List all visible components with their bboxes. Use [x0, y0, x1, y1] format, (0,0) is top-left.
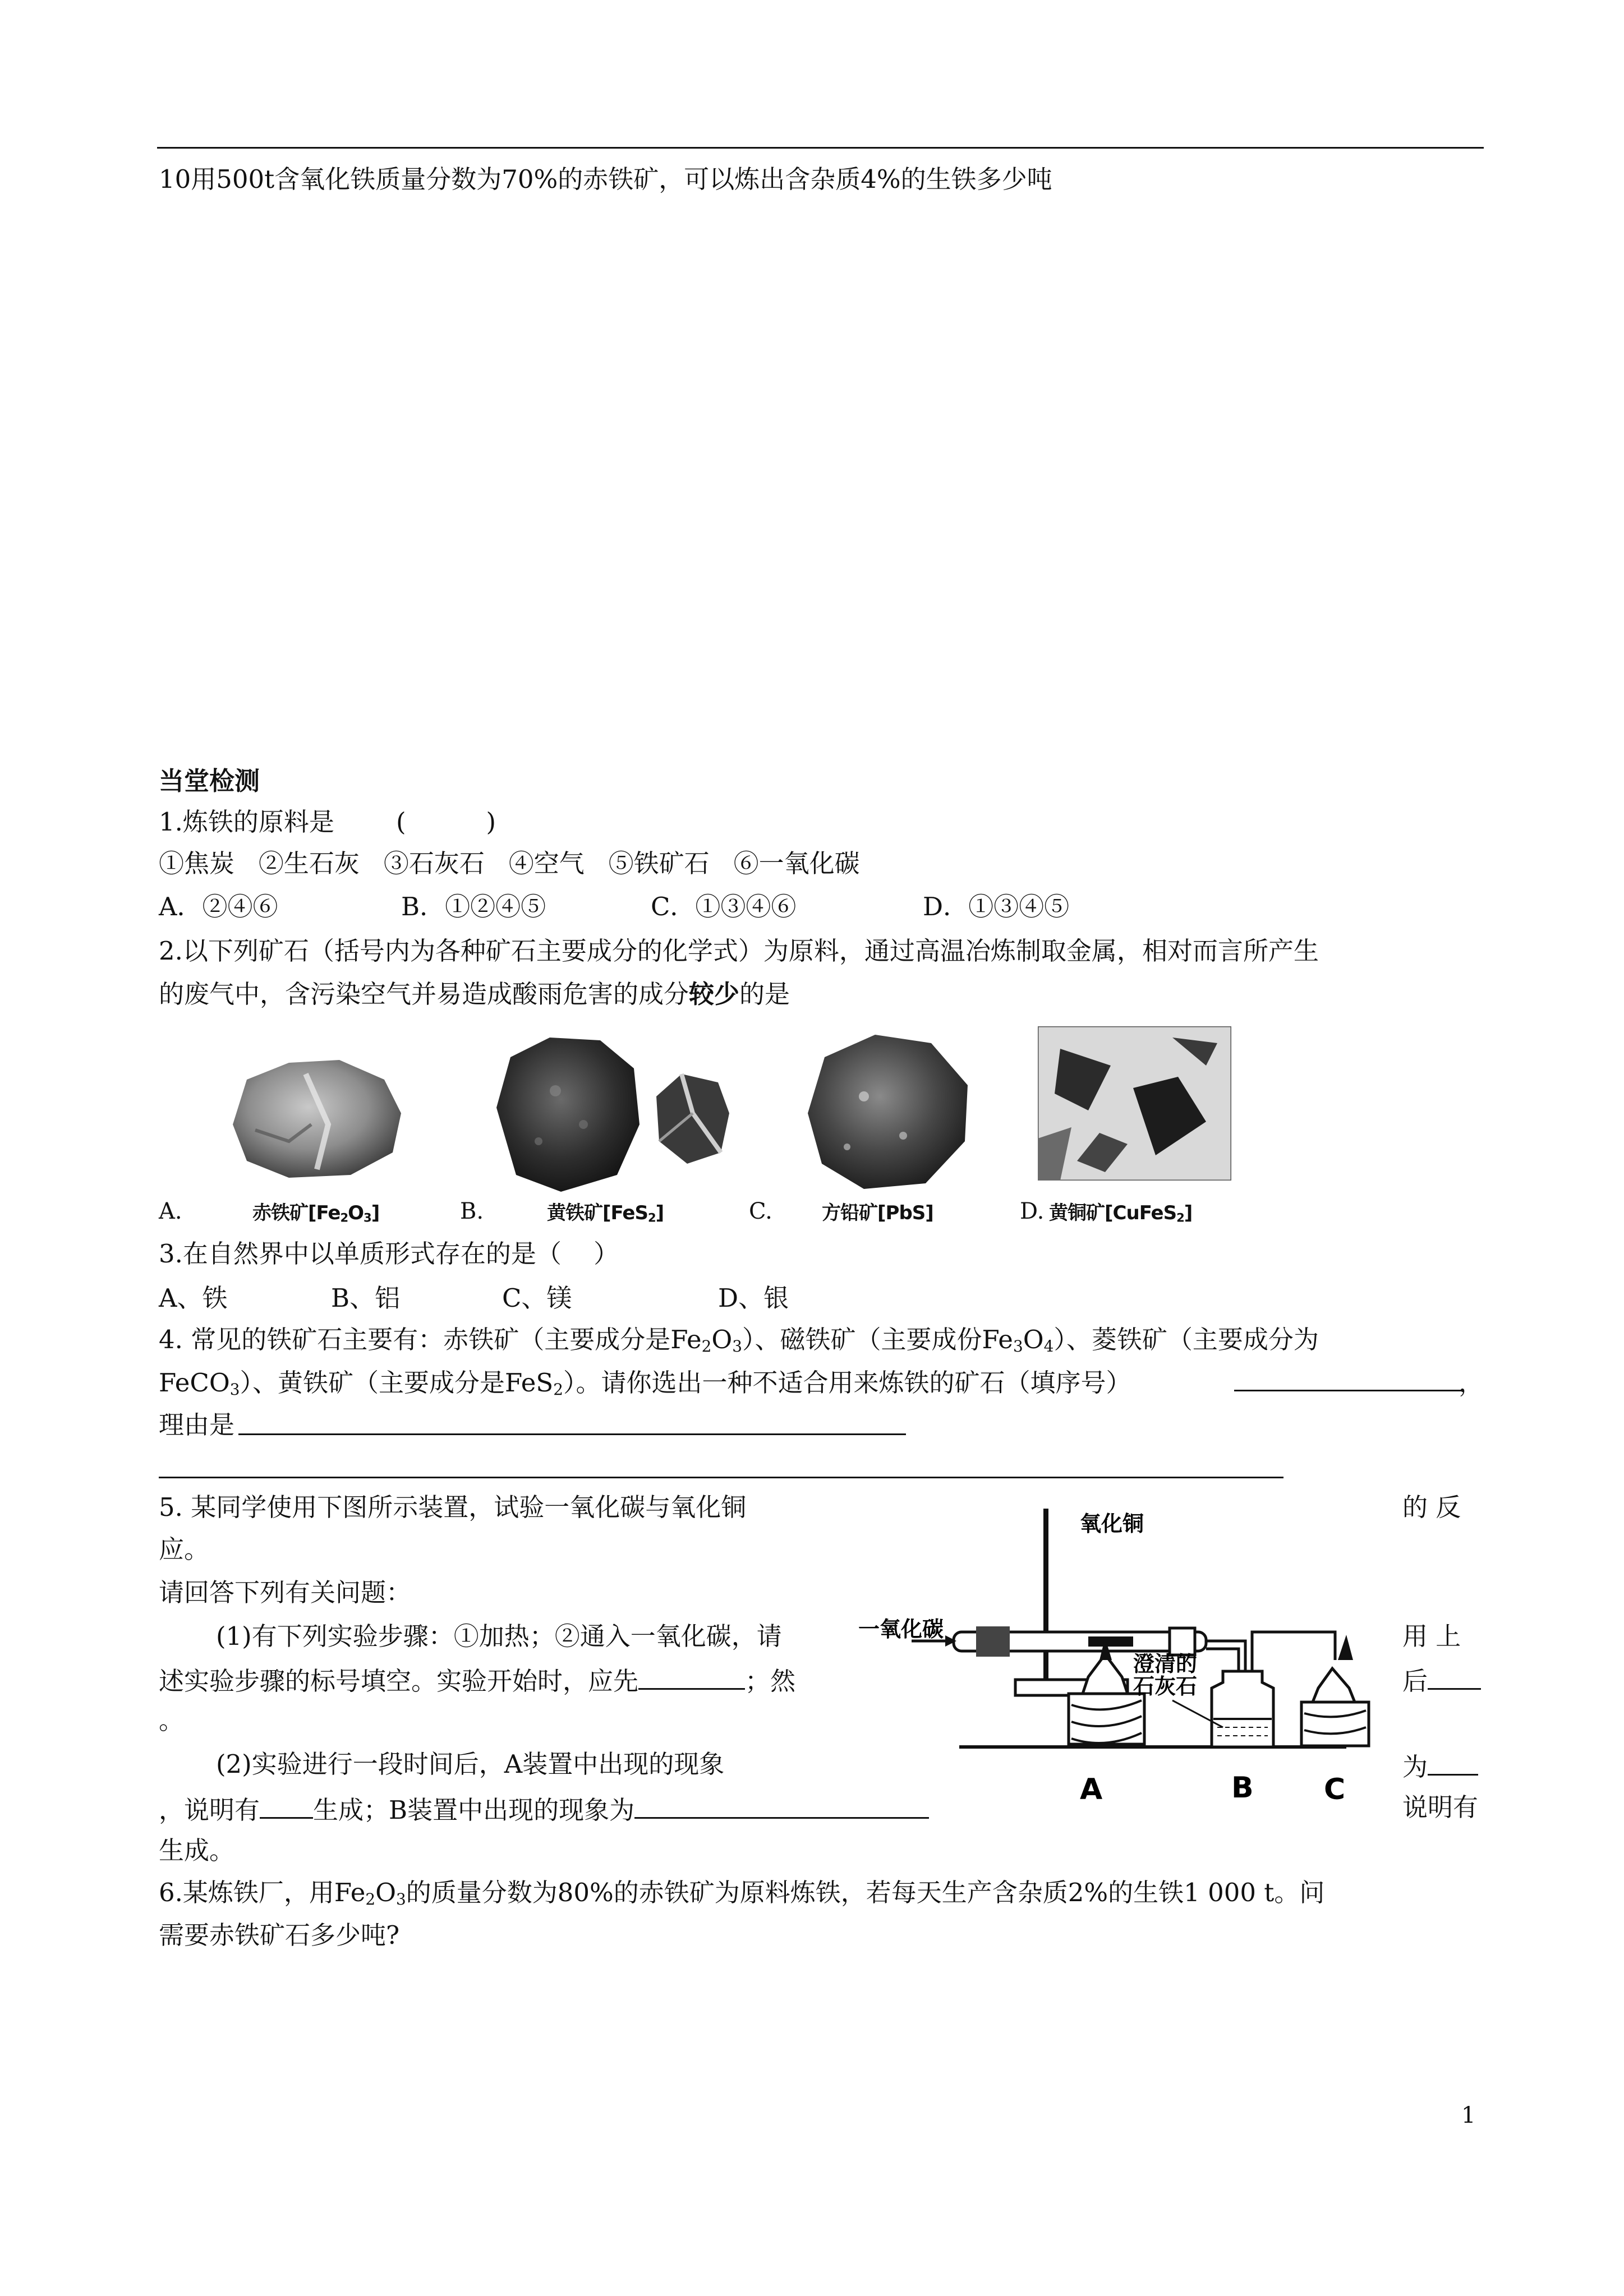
option-d-letter: D.	[1020, 1198, 1045, 1224]
q4-text-1: 4. 常见的铁矿石主要有：赤铁矿（主要成分是Fe	[159, 1325, 702, 1354]
question-2-line-1: 2.以下列矿石（括号内为各种矿石主要成分的化学式）为原料，通过高温冶炼制取金属，相对而言所产生	[159, 936, 1319, 966]
option-b-caption	[547, 1197, 664, 1225]
q4-text-7: ）、黄铁矿（主要成分是FeS	[240, 1368, 554, 1398]
q5-is-text: 为	[1402, 1752, 1428, 1782]
q4-sub-3: 3	[1013, 1337, 1023, 1356]
q4-text-8: ）。请你选出一种不适合用来炼铁的矿石（填序号）	[563, 1368, 1131, 1398]
q4-text-5: ）、菱铁矿（主要成分为	[1053, 1325, 1319, 1354]
section-title: 当堂检测	[159, 766, 260, 796]
question-1-stem	[159, 809, 496, 835]
q4-answer-blank-3[interactable]	[159, 1477, 1283, 1478]
pyrite-bracket: ]	[655, 1202, 664, 1224]
question-5-part-1-right: 用 上	[1402, 1621, 1461, 1651]
pyrite-image	[488, 1029, 735, 1197]
q4-text-2: O	[711, 1325, 733, 1354]
q4-sub-1: 2	[701, 1337, 712, 1356]
question-1-option-d: D．①③④⑤	[923, 892, 1070, 921]
q4-text-6: FeCO	[159, 1368, 230, 1398]
chalcopyrite-label: 黄铜矿[CuFeS	[1049, 1202, 1177, 1224]
q5-step-text: 述实验步骤的标号填空。实验开始时，应先	[159, 1666, 639, 1696]
question-5-line-2: 应。	[159, 1534, 210, 1564]
option-c-caption: 方铅矿[PbS]	[822, 1202, 933, 1224]
option-a-caption	[252, 1197, 379, 1225]
q5-answer-blank-product-a[interactable]	[260, 1795, 313, 1819]
q5-b-phenomenon-text: 生成；B装置中出现的现象为	[313, 1795, 635, 1825]
q4-sub-4: 4	[1043, 1337, 1054, 1356]
question-5-line-8	[159, 1795, 929, 1823]
q5-answer-blank-after[interactable]	[1428, 1666, 1481, 1690]
question-2-text-b: 的是	[739, 979, 790, 1009]
hematite-bracket: ]	[371, 1202, 380, 1224]
q6-sub-2: 3	[395, 1890, 406, 1909]
q5-answer-blank-phenomenon-a[interactable]	[1428, 1751, 1478, 1776]
question-5-line-6: 。	[159, 1705, 185, 1735]
question-6-line-1	[159, 1878, 1325, 1909]
question-5-line-1: 5. 某同学使用下图所示装置，试验一氧化碳与氧化铜	[159, 1492, 747, 1522]
q5-answer-blank-first[interactable]	[638, 1666, 745, 1690]
question-5-line-1-right: 的 反	[1402, 1492, 1461, 1522]
option-d-caption	[1049, 1197, 1192, 1225]
page-number: 1	[1461, 2103, 1476, 2128]
hematite-sub-1: 2	[340, 1210, 348, 1225]
question-5-part-2: (2)实验进行一段时间后，A装置中出现的现象	[216, 1749, 725, 1779]
burner-c	[1313, 1668, 1355, 1702]
question-3-option-b: B、铝	[331, 1283, 401, 1313]
label-b: B	[1231, 1771, 1254, 1805]
tube-stopper-right	[1170, 1628, 1195, 1655]
q5-shows-text: ，说明有	[159, 1795, 260, 1825]
apparatus-diagram	[858, 1492, 1380, 1806]
question-4-line-1	[159, 1325, 1319, 1356]
question-5-line-9: 生成。	[159, 1836, 235, 1865]
question-5-line-3: 请回答下列有关问题：	[159, 1578, 412, 1607]
option-c-letter: C.	[749, 1198, 772, 1224]
galena-image	[802, 1029, 973, 1192]
question-5-line-5-right	[1402, 1666, 1481, 1694]
q4-text-4: O	[1023, 1325, 1044, 1354]
chalcopyrite-image	[1038, 1026, 1231, 1181]
question-5-line-5	[159, 1666, 795, 1694]
question-2-text-a: 的废气中，含污染空气并易造成酸雨危害的成分	[159, 979, 689, 1009]
hematite-sub-2: 3	[364, 1210, 371, 1225]
option-b-letter: B.	[460, 1198, 484, 1224]
q4-comma: ，	[1459, 1368, 1484, 1398]
q4-sub-5: 3	[229, 1380, 240, 1399]
chalcopyrite-sub: 2	[1176, 1210, 1184, 1225]
q4-sub-6: 2	[553, 1380, 563, 1399]
pyrite-sub: 2	[647, 1210, 656, 1225]
lime-label-1: 澄清的	[1133, 1652, 1198, 1676]
q6-text-3: 的质量分数为80%的赤铁矿为原料炼铁，若每天生产含杂质2%的生铁1 000 t。问	[406, 1878, 1325, 1907]
chalcopyrite-bracket: ]	[1184, 1202, 1193, 1224]
co-label: 一氧化碳	[858, 1617, 944, 1642]
question-3-option-a: A、铁	[159, 1283, 228, 1313]
question-1-option-c: C．①③④⑥	[651, 892, 797, 921]
q4-answer-blank-2[interactable]	[238, 1433, 906, 1435]
block-c	[1301, 1702, 1369, 1746]
hematite-formula-o: O	[348, 1202, 364, 1224]
answer-paren: ( )	[395, 807, 496, 837]
question-3-stem: 3.在自然界中以单质形式存在的是（ ）	[159, 1239, 619, 1269]
question-2-line-2	[159, 981, 790, 1007]
q6-text-1: 6.某炼铁厂，用Fe	[159, 1878, 366, 1907]
question-3-option-c: C、镁	[502, 1283, 572, 1313]
question-4-line-3: 理由是	[159, 1410, 235, 1440]
q4-text-3: ）、磁铁矿（主要成份Fe	[742, 1325, 1013, 1354]
question-1-option-b: B．①②④⑤	[401, 892, 546, 921]
tube-stopper-left	[976, 1626, 1010, 1657]
question-5-part-1: (1)有下列实验步骤：①加热；②通入一氧化碳，请	[216, 1621, 782, 1651]
lime-label-2: 石灰石	[1133, 1674, 1198, 1699]
hematite-label: 赤铁矿[Fe	[252, 1202, 341, 1224]
question-1-option-a: A．②④⑥	[159, 892, 278, 921]
question-5-line-8-right: 说明有	[1402, 1792, 1479, 1822]
q4-answer-blank-1[interactable]	[1234, 1390, 1461, 1391]
question-3-option-d: D、银	[718, 1283, 789, 1313]
burner-a	[1083, 1654, 1128, 1694]
question-6-line-2: 需要赤铁矿石多少吨?	[159, 1920, 400, 1950]
option-a-letter: A.	[159, 1198, 182, 1224]
label-c: C	[1324, 1773, 1346, 1806]
copper-oxide-powder	[1088, 1636, 1133, 1647]
label-a: A	[1080, 1773, 1103, 1806]
hematite-image	[222, 1040, 407, 1183]
question-10: 10用500t含氧化铁质量分数为70%的赤铁矿，可以炼出含杂质4%的生铁多少吨	[159, 164, 1052, 194]
cuo-label: 氧化铜	[1080, 1511, 1144, 1536]
header-rule	[157, 147, 1484, 149]
stand-rod	[1043, 1509, 1048, 1694]
question-5-part-2-right	[1402, 1751, 1478, 1782]
q4-sub-2: 3	[732, 1337, 743, 1356]
question-1-items: ①焦炭 ②生石灰 ③石灰石 ④空气 ⑤铁矿石 ⑥一氧化碳	[159, 849, 860, 878]
q6-sub-1: 2	[365, 1890, 376, 1909]
q5-then-text: ；然	[745, 1666, 796, 1696]
question-1-text: 1.炼铁的原料是	[159, 807, 334, 837]
q5-after-text: 后	[1402, 1666, 1428, 1696]
pyrite-label: 黄铁矿[FeS	[547, 1202, 648, 1224]
q6-text-2: O	[375, 1878, 396, 1907]
question-2-emphasis: 较少	[689, 979, 740, 1009]
question-4-line-2	[159, 1368, 1131, 1399]
